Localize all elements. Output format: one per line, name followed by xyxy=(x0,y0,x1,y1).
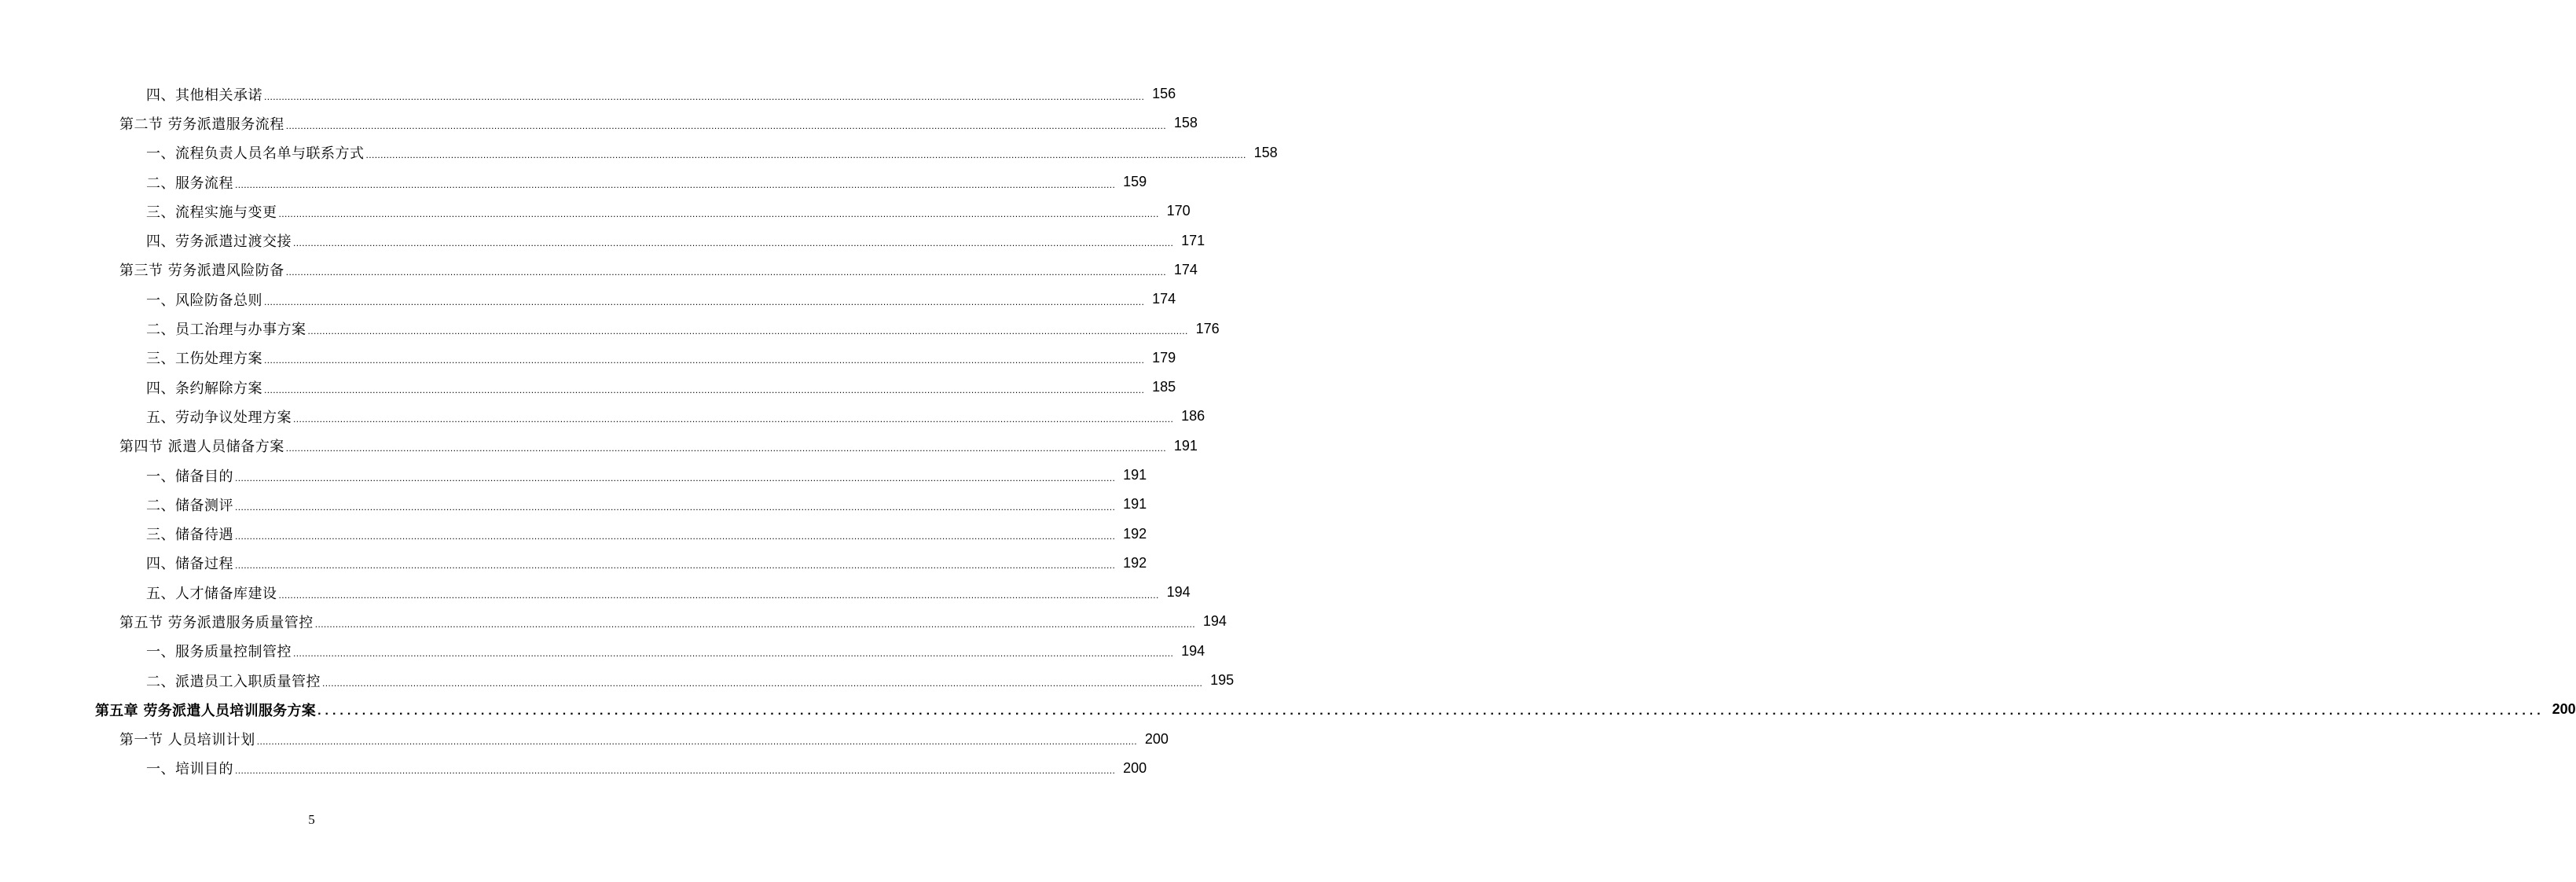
toc-entry-label: 一、风险防备总则 xyxy=(146,292,262,309)
toc-entry-label: 一、储备目的 xyxy=(146,468,233,485)
toc-entry-item[interactable] xyxy=(0,490,1147,519)
toc-entry-item[interactable] xyxy=(0,197,1191,226)
toc-dot-leader: ............................................................................................................................................................................................................................................................................................................ xyxy=(314,618,1195,630)
toc-entry-page: 200 xyxy=(1144,730,1169,747)
toc-dot-leader: ............................................................................................................................................................................................................................................................................................................ xyxy=(264,384,1145,395)
page-number: 5 xyxy=(308,812,315,827)
toc-entry-label: 四、其他相关承诺 xyxy=(146,86,262,104)
toc-entry-page: 186 xyxy=(1181,408,1205,424)
toc-dot-leader: ............................................................................................................................................................................................................................................................................................................ xyxy=(256,736,1137,748)
toc-entry-page: 192 xyxy=(1123,525,1147,542)
toc-entry-label: 第四节 派遣人员储备方案 xyxy=(119,439,284,456)
toc-entry-label: 二、派遣员工入职质量管控 xyxy=(146,673,321,690)
toc-dot-leader: ............................................................................................................................................................................................................................................................................................................ xyxy=(285,266,1166,278)
toc-entry-page: 200 xyxy=(2552,701,2576,718)
toc-entry-item[interactable] xyxy=(0,314,1220,343)
toc-entry-item[interactable] xyxy=(0,138,1278,167)
toc-entry-page: 194 xyxy=(1202,613,1227,630)
table-of-contents xyxy=(0,79,2576,783)
toc-entry-label: 第二节 劳务派遣服务流程 xyxy=(119,116,284,133)
toc-entry-page: 174 xyxy=(1173,261,1198,277)
toc-entry-page: 176 xyxy=(1195,320,1220,336)
toc-entry-label: 二、储备测评 xyxy=(146,497,233,514)
toc-dot-leader: ............................................................................................................................................................................................................................................................................................................ xyxy=(285,119,1166,131)
toc-dot-leader: ............................................................................................................................................................................................................................................................................................................ xyxy=(322,677,1203,689)
toc-entry-page: 171 xyxy=(1181,232,1205,248)
toc-entry-item[interactable] xyxy=(0,402,1205,431)
toc-entry-label: 三、储备待遇 xyxy=(146,527,233,544)
toc-entry-page: 191 xyxy=(1123,467,1147,483)
toc-entry-page: 179 xyxy=(1152,349,1176,366)
toc-dot-leader: ............................................................................................................................................................................................................................................................................................................ xyxy=(264,355,1145,366)
toc-entry-page: 158 xyxy=(1253,144,1278,160)
toc-entry-page: 191 xyxy=(1173,437,1198,454)
toc-dot-leader: ............................................................................................................................................................................................................................................................................................................ xyxy=(235,765,1116,777)
toc-entry-item[interactable] xyxy=(0,344,1176,373)
toc-entry-item[interactable] xyxy=(0,79,1176,108)
toc-entry-label: 一、培训目的 xyxy=(146,761,233,778)
toc-entry-item[interactable] xyxy=(0,578,1191,607)
toc-entry-item[interactable] xyxy=(0,226,1205,255)
toc-dot-leader: ............................................................................................................................................................................................................................................................................................................ xyxy=(293,648,1174,660)
toc-entry-page: 158 xyxy=(1173,115,1198,131)
toc-entry-item[interactable] xyxy=(0,373,1176,402)
toc-entry-item[interactable] xyxy=(0,666,1235,695)
toc-dot-leader: ............................................................................................................................................................................................................................................................................................................ xyxy=(278,208,1159,219)
toc-entry-page: 156 xyxy=(1152,86,1176,102)
toc-dot-leader: ............................................................................................................................................................................................................................................................................................................ xyxy=(285,443,1166,454)
toc-entry-page: 192 xyxy=(1123,554,1147,571)
toc-entry-item[interactable] xyxy=(0,167,1147,197)
toc-entry-item[interactable] xyxy=(0,519,1147,548)
toc-dot-leader: ............................................................................................................................................................................................................................................................................................................ xyxy=(293,413,1174,424)
toc-dot-leader: ............................................................................................................................................................................................................................................................................................................ xyxy=(278,589,1159,601)
toc-entry-label: 三、工伤处理方案 xyxy=(146,351,262,368)
toc-entry-section[interactable] xyxy=(0,255,1198,285)
toc-entry-page: 194 xyxy=(1166,584,1191,601)
toc-entry-item[interactable] xyxy=(0,549,1147,578)
toc-dot-leader: ............................................................................................................................................................................................................................................................................................................ xyxy=(235,472,1116,483)
toc-entry-label: 五、人才储备库建设 xyxy=(146,585,277,602)
toc-entry-section[interactable] xyxy=(0,725,1169,754)
toc-entry-label: 四、储备过程 xyxy=(146,556,233,573)
toc-entry-page: 191 xyxy=(1123,496,1147,513)
toc-entry-item[interactable] xyxy=(0,461,1147,490)
toc-dot-leader: ............................................................................................................................................................................................................................................................................................................ xyxy=(264,90,1145,102)
toc-dot-leader: ............................................................................................................................................................................................................................................................................................................ xyxy=(307,325,1188,337)
toc-entry-page: 170 xyxy=(1166,203,1191,219)
toc-entry-page: 185 xyxy=(1152,379,1176,395)
toc-dot-leader: ............................................................................................................................................................................................................................................................................................................ xyxy=(235,560,1116,571)
toc-entry-page: 159 xyxy=(1123,174,1147,190)
toc-entry-label: 第五章 劳务派遣人员培训服务方案 xyxy=(95,702,317,719)
toc-entry-label: 二、员工治理与办事方案 xyxy=(146,322,306,339)
toc-dot-leader: ............................................................................................................................................................................................................................................................................................................ xyxy=(235,178,1116,190)
toc-entry-page: 174 xyxy=(1152,291,1176,307)
toc-entry-label: 三、流程实施与变更 xyxy=(146,204,277,221)
toc-dot-leader: ............................................................................................................................................................................................................................................................................................................ xyxy=(365,149,1246,161)
toc-entry-label: 第五节 劳务派遣服务质量管控 xyxy=(119,614,314,631)
toc-entry-chapter[interactable] xyxy=(0,695,2576,724)
toc-entry-page: 195 xyxy=(1210,672,1235,689)
toc-entry-page: 194 xyxy=(1181,642,1205,659)
toc-entry-label: 一、服务质量控制管控 xyxy=(146,644,292,661)
toc-dot-leader: ............................................................................................................................................................................................................................................................................................................ xyxy=(235,531,1116,542)
toc-entry-section[interactable] xyxy=(0,607,1227,636)
toc-entry-item[interactable] xyxy=(0,285,1176,314)
toc-dot-leader: ............................................................................................................................................................................................................................................................................................................ xyxy=(264,296,1145,307)
toc-entry-item[interactable] xyxy=(0,754,1147,783)
toc-entry-label: 第一节 人员培训计划 xyxy=(119,732,255,749)
toc-entry-label: 第三节 劳务派遣风险防备 xyxy=(119,263,284,280)
toc-entry-page: 200 xyxy=(1123,759,1147,776)
toc-entry-label: 一、流程负责人员名单与联系方式 xyxy=(146,145,365,163)
toc-entry-label: 四、劳务派遣过渡交接 xyxy=(146,233,292,251)
toc-entry-item[interactable] xyxy=(0,637,1205,666)
toc-entry-label: 二、服务流程 xyxy=(146,175,233,192)
toc-entry-label: 四、条约解除方案 xyxy=(146,380,262,397)
toc-dot-leader: ............................................................................................................................................................................................................................................................................................................ xyxy=(317,704,2545,718)
toc-entry-label: 五、劳动争议处理方案 xyxy=(146,409,292,426)
toc-entry-section[interactable] xyxy=(0,108,1198,138)
toc-dot-leader: ............................................................................................................................................................................................................................................................................................................ xyxy=(293,237,1174,249)
toc-dot-leader: ............................................................................................................................................................................................................................................................................................................ xyxy=(235,501,1116,513)
toc-entry-section[interactable] xyxy=(0,432,1198,461)
